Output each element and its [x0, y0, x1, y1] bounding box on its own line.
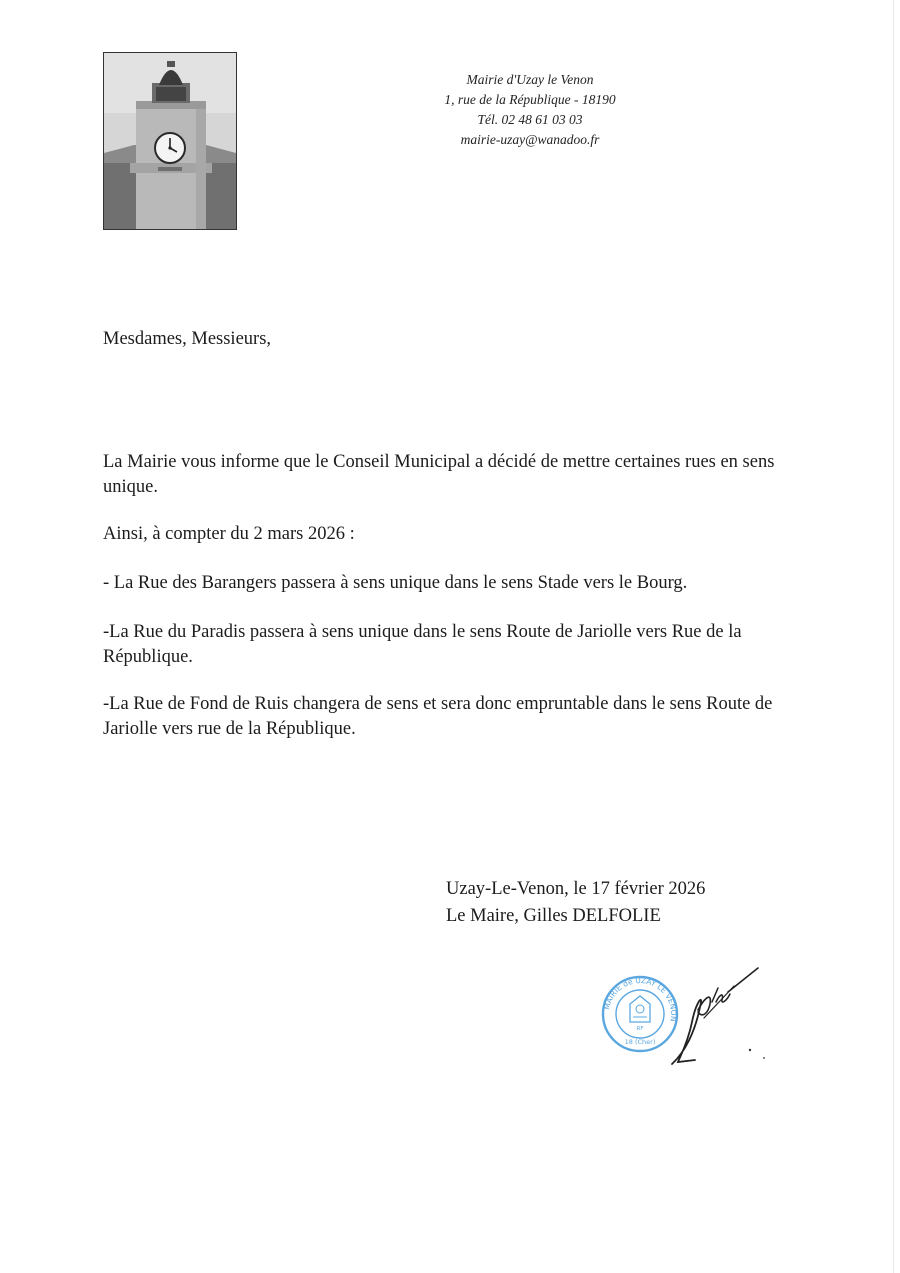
letterhead-phone: Tél. 02 48 61 03 03 — [477, 112, 583, 127]
effective-date-line: Ainsi, à compter du 2 mars 2026 : — [103, 524, 355, 544]
closing-block — [446, 876, 705, 930]
svg-text:MAIRIE de UZAY LE VENON: MAIRIE de UZAY LE VENON — [602, 975, 679, 1023]
svg-text:RF: RF — [636, 1026, 644, 1032]
town-hall-photo — [103, 52, 237, 230]
svg-text:18 (Cher): 18 (Cher) — [624, 1038, 656, 1046]
street-change-item: - La Rue des Barangers passera à sens unique dans le sens Stade vers le Bourg. — [103, 573, 688, 593]
signature-icon — [672, 968, 765, 1064]
clock-tower-icon — [104, 53, 236, 229]
intro-paragraph: La Mairie vous informe que le Conseil Municipal a décidé de mettre certaines rues en sens unique. — [103, 452, 775, 497]
letterhead-name: Mairie d'Uzay le Venon — [466, 72, 594, 87]
official-stamp-icon — [602, 976, 678, 1051]
stamp-and-signature — [600, 962, 780, 1072]
letterhead-address: 1, rue de la République - 18190 — [444, 92, 616, 107]
place-date: Uzay-Le-Venon, le 17 février 2026 — [446, 879, 706, 899]
street-change-item: -La Rue de Fond de Ruis changera de sens et sera donc empruntable dans le sens Route de Jariolle vers rue de la République. — [103, 694, 773, 739]
letterhead-email: mairie-uzay@wanadoo.fr — [460, 132, 600, 147]
salutation: Mesdames, Messieurs, — [103, 329, 272, 349]
street-change-item: -La Rue du Paradis passera à sens unique dans le sens Route de Jariolle vers Rue de la République. — [103, 622, 742, 667]
signatory: Le Maire, Gilles DELFOLIE — [446, 906, 661, 926]
letterhead — [390, 70, 670, 150]
page-edge-line — [893, 0, 894, 1273]
